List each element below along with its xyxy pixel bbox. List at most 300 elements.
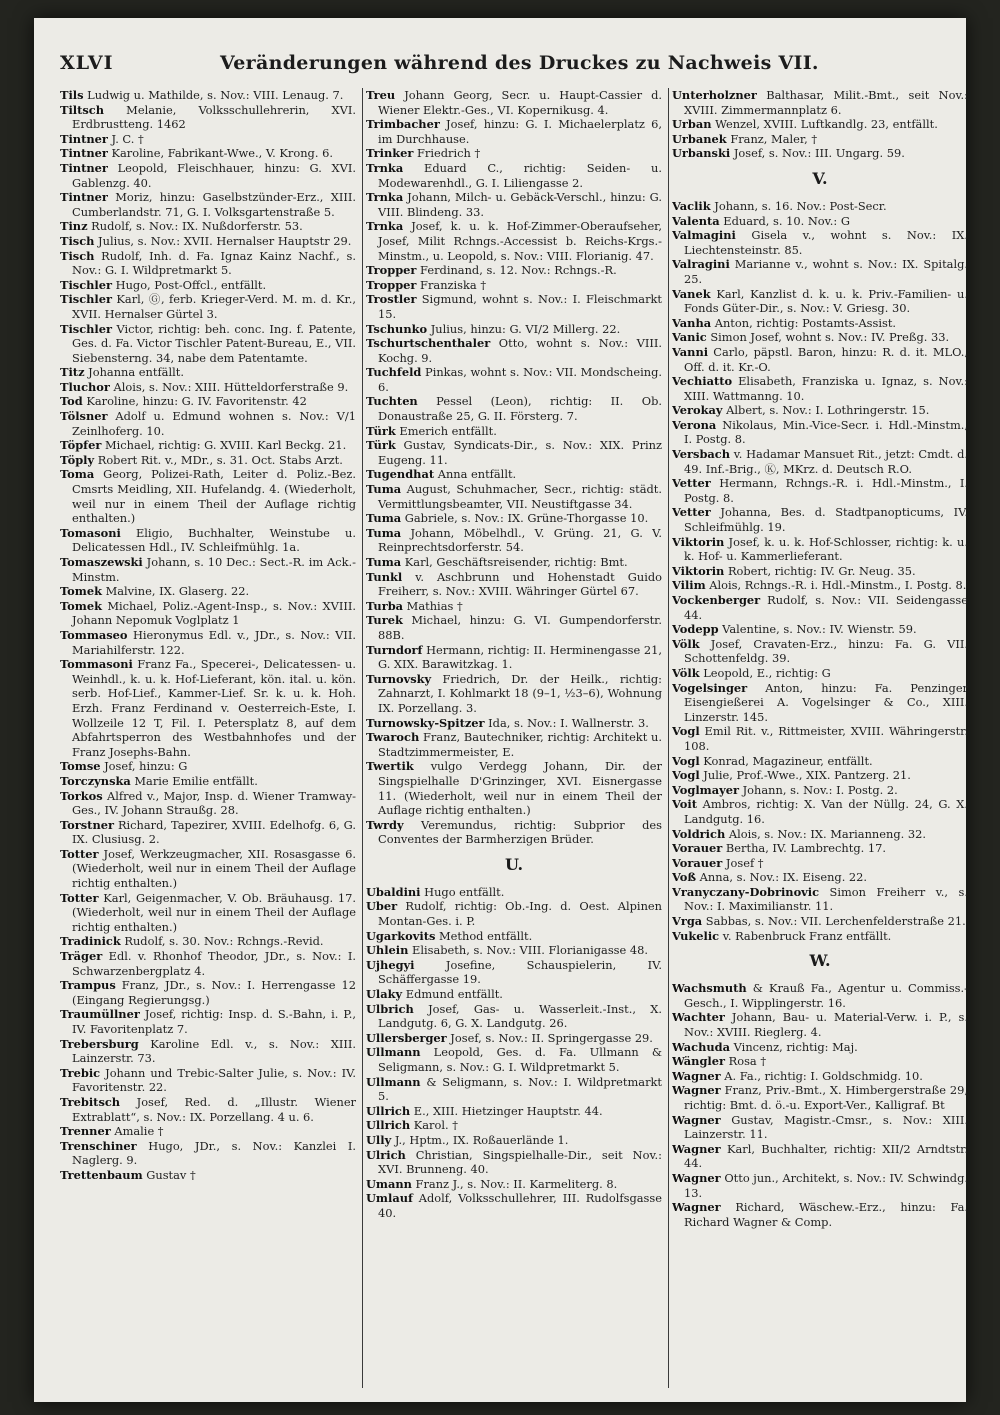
directory-entry [672, 827, 968, 842]
entry-surname: Wagner [672, 1200, 721, 1215]
entry-details: Valentine, s. Nov.: IV. Wienstr. 59. [718, 622, 917, 637]
entry-surname: Vukelic [672, 928, 720, 943]
entry-surname: Wagner [672, 1170, 721, 1185]
entry-surname: Ully [366, 1132, 392, 1147]
entry-details: Otto, wohnt s. Nov.: VIII. Kochg. 9. [378, 336, 662, 365]
entry-surname: Voß [672, 870, 697, 885]
entry-details: Josef, hinzu: G. I. Michaelerplatz 6, im Durchhause. [378, 117, 662, 146]
entry-surname: Wachsmuth [672, 981, 747, 996]
entry-details: Karoline Edl. v., s. Nov.: XIII. Lainzerstr. 73. [72, 1036, 356, 1066]
entry-details: Eduard, s. 10. Nov.: G [719, 213, 850, 228]
entry-details: Karl, Ⓖ, ferb. Krieger-Verd. M. m. d. Kr., XVII. Hernalser Gürtel 3. [72, 292, 356, 321]
entry-surname: Trinker [366, 146, 414, 161]
entry-surname: Umann [366, 1176, 412, 1191]
entry-details: Marie Emilie entfällt. [130, 773, 258, 788]
directory-entry [366, 190, 662, 219]
entry-details: Hugo, JDr., s. Nov.: Kanzlei I. Naglerg. 9. [72, 1138, 356, 1168]
directory-entry [672, 374, 968, 403]
directory-entry [366, 1133, 662, 1148]
directory-entry [672, 929, 968, 944]
directory-entry [672, 1113, 968, 1142]
entry-details: Johann und Trebic-Salter Julie, s. Nov.: IV. Favoritenstr. 22. [72, 1065, 356, 1095]
entry-details: Nikolaus, Min.-Vice-Secr. i. Hdl.-Minstm., I. Postg. 8. [684, 417, 968, 447]
directory-entry [672, 637, 968, 666]
entry-details: Hermann, Rchngs.-R. i. Hdl.-Minstm., I. Postg. 8. [684, 476, 968, 505]
entry-surname: Ullmann [366, 1074, 421, 1089]
entry-details: Moriz, hinzu: Gaselbstzünder-Erz., XIII. Cumberlandstr. 71, G. I. Volksgartenstraße 5. [72, 190, 356, 219]
entry-details: Albert, s. Nov.: I. Lothringerstr. 15. [722, 403, 930, 418]
directory-entry [60, 1139, 356, 1168]
directory-entry [60, 818, 356, 847]
entry-surname: Tomse [60, 759, 101, 774]
directory-entry [672, 199, 968, 214]
entry-surname: Tomek [60, 598, 102, 613]
entry-details: Karoline, hinzu: G. IV. Favoritenstr. 42 [82, 394, 307, 409]
entry-details: Ferdinand, s. 12. Nov.: Rchngs.-R. [416, 263, 617, 278]
directory-entry [366, 161, 662, 190]
entry-surname: Trebersburg [60, 1036, 139, 1051]
entry-surname: Vogelsinger [672, 680, 748, 695]
entry-details: Rudolf, s. Nov.: VII. Seidengasse 44. [684, 593, 968, 622]
directory-entry [60, 1168, 356, 1183]
entry-details: Anton, richtig: Postamts-Assist. [711, 315, 897, 330]
entry-details: Karl, Kanzlist d. k. u. k. Priv.-Familien- u. Fonds Güter-Dir., s. Nov.: V. Griesg. 30. [684, 286, 968, 316]
page-title: Veränderungen während des Druckes zu Nachweis VII. [220, 52, 819, 74]
entry-surname: Tommaseo [60, 627, 128, 642]
column-divider [362, 88, 363, 1388]
entry-surname: Ujhegyi [366, 957, 415, 972]
entry-details: Johann, Bau- u. Material-Verw. i. P., s. Nov.: XVIII. Rieglerg. 4. [684, 1010, 968, 1040]
directory-entry [366, 570, 662, 599]
entry-details: Alois, s. Nov.: XIII. Hütteldorferstraße 9. [109, 379, 349, 394]
directory-entry [60, 584, 356, 599]
entry-details: Josef, s. Nov.: II. Springergasse 29. [446, 1030, 653, 1045]
entry-details: E., XIII. Hietzinger Hauptstr. 44. [410, 1103, 603, 1118]
entry-surname: Valmagini [672, 228, 736, 243]
entry-surname: Töpfer [60, 438, 102, 453]
entry-details: Mathias † [403, 598, 463, 613]
entry-surname: Ulrich [366, 1147, 406, 1162]
entry-surname: Valenta [672, 213, 720, 228]
entry-details: Elisabeth, s. Nov.: VIII. Florianigasse 48. [408, 943, 649, 958]
directory-entry [60, 599, 356, 628]
directory-entry [366, 467, 662, 482]
entry-details: Adolf, Volksschullehrer, III. Rudolfsgasse 40. [378, 1191, 662, 1220]
entry-surname: Trampus [60, 978, 116, 993]
directory-entry [60, 555, 356, 584]
entry-surname: Tunkl [366, 569, 403, 584]
entry-surname: Tintner [60, 146, 108, 161]
directory-entry [366, 424, 662, 439]
entry-details: Josef, Red. d. „Illustr. Wiener Extrablatt“, s. Nov.: IX. Porzellang. 4 u. 6. [72, 1094, 356, 1124]
entry-surname: Valragini [672, 257, 730, 272]
directory-entry [366, 987, 662, 1002]
entry-surname: Torkos [60, 788, 103, 803]
entry-surname: Tintner [60, 131, 108, 146]
column-1 [60, 88, 356, 1388]
directory-entry [60, 467, 356, 525]
entry-details: Hermann, richtig: II. Herminengasse 21, G. XIX. Barawitzkag. 1. [378, 642, 662, 672]
directory-entry [60, 380, 356, 395]
entry-surname: Turndorf [366, 642, 423, 657]
entry-surname: Tintner [60, 190, 108, 205]
directory-entry [366, 511, 662, 526]
entry-details: Christian, Singspielhalle-Dir., seit Nov.: XVI. Brunneng. 40. [378, 1147, 662, 1177]
entry-surname: Tschurtschenthaler [366, 336, 491, 351]
directory-entry [60, 1066, 356, 1095]
directory-entry [366, 613, 662, 642]
directory-entry [60, 438, 356, 453]
entry-details: Hugo entfällt. [420, 884, 505, 899]
entry-details: Franz, Bautechniker, richtig: Architekt u. Stadtzimmermeister, E. [378, 730, 662, 759]
entry-surname: Völk [672, 636, 700, 651]
directory-entry [60, 249, 356, 278]
entry-details: Franz, Maler, † [726, 131, 818, 146]
directory-entry [672, 287, 968, 316]
directory-entry [672, 1083, 968, 1112]
entry-details: Balthasar, Milit.-Bmt., seit Nov.: XVIII. Zimmermannplatz 6. [684, 88, 968, 117]
directory-entry [60, 219, 356, 234]
entry-details: Michael, Poliz.-Agent-Insp., s. Nov.: XVIII. Johann Nepomuk Voglplatz 1 [72, 598, 356, 628]
entry-surname: Tiltsch [60, 102, 105, 117]
entry-details: Josefine, Schauspielerin, IV. Schäffergasse 19. [378, 957, 662, 987]
directory-entry [672, 1200, 968, 1229]
entry-details: Gustav, Magistr.-Cmsr., s. Nov.: XIII. Lainzerstr. 11. [684, 1112, 968, 1142]
column-divider [668, 88, 669, 1388]
entry-surname: Vranyczany-Dobrinovic [672, 884, 820, 899]
directory-entry [366, 555, 662, 570]
directory-entry [60, 234, 356, 249]
entry-surname: Tschunko [366, 321, 428, 336]
directory-entry [60, 1124, 356, 1139]
directory-entry [60, 978, 356, 1007]
entry-details: v. Rabenbruck Franz entfällt. [719, 928, 892, 943]
directory-entry [672, 666, 968, 681]
directory-entry [366, 730, 662, 759]
entry-details: Hugo, Post-Offcl., entfällt. [112, 277, 267, 292]
entry-details: Malvine, IX. Glaserg. 22. [101, 584, 250, 599]
entry-surname: Trnka [366, 160, 404, 175]
entry-surname: Torstner [60, 817, 114, 832]
entry-details: Vincenz, richtig: Maj. [730, 1039, 858, 1054]
directory-entry [366, 526, 662, 555]
entry-surname: Toma [60, 467, 95, 482]
entry-surname: Ullrich [366, 1118, 411, 1133]
entry-surname: Totter [60, 846, 99, 861]
entry-surname: Tuma [366, 525, 402, 540]
directory-entry [672, 447, 968, 476]
directory-entry [60, 949, 356, 978]
directory-entry [366, 1031, 662, 1046]
directory-entry [60, 891, 356, 935]
entry-surname: Tropper [366, 277, 417, 292]
entry-details: Pinkas, wohnt s. Nov.: VII. Mondscheing. 6. [378, 365, 662, 394]
entry-surname: Twrdy [366, 817, 404, 832]
entry-details: Karoline, Fabrikant-Wwe., V. Krong. 6. [107, 146, 333, 161]
entry-details: Josef, Werkzeugmacher, XII. Rosasgasse 6. (Wiederholt, weil nur in einem Theil der Auflage richtig enthalten.) [72, 846, 356, 891]
directory-entry [366, 899, 662, 928]
entry-details: Pessel (Leon), richtig: II. Ob. Donaustraße 25, G. II. Försterg. 7. [378, 394, 662, 424]
directory-entry [60, 934, 356, 949]
entry-details: J., Hptm., IX. Roßauerlände 1. [391, 1132, 569, 1147]
entry-details: Adolf u. Edmund wohnen s. Nov.: V/1 Zeinlhoferg. 10. [72, 409, 356, 438]
entry-details: Josef, hinzu: G [100, 759, 188, 774]
entry-surname: Töply [60, 452, 95, 467]
entry-surname: Turnowsky-Spitzer [366, 715, 485, 730]
entry-details: Johanna entfällt. [84, 365, 184, 380]
directory-entry [672, 88, 968, 117]
entry-surname: Tils [60, 88, 84, 102]
entry-surname: Tomek [60, 584, 102, 599]
directory-entry [672, 622, 968, 637]
entry-surname: Tuchten [366, 394, 418, 409]
entry-details: Veremundus, richtig: Subprior des Conventes der Barmherzigen Brüder. [378, 817, 662, 847]
directory-entry [60, 394, 356, 409]
directory-entry [60, 774, 356, 789]
entry-surname: Vorauer [672, 841, 723, 856]
directory-entry [60, 1037, 356, 1066]
entry-surname: Urbanski [672, 146, 731, 161]
entry-details: Johann, s. Nov.: I. Postg. 2. [738, 782, 898, 797]
entry-details: Wenzel, XVIII. Luftkandlg. 23, entfällt. [711, 117, 938, 132]
entry-surname: Ubaldini [366, 884, 421, 899]
entry-details: A. Fa., richtig: I. Goldschmidg. 10. [720, 1068, 923, 1083]
directory-entry [672, 1040, 968, 1055]
entry-details: Sabbas, s. Nov.: VII. Lerchenfelderstraße 21. [702, 914, 966, 929]
entry-details: Franz, JDr., s. Nov.: I. Herrengasse 12 (Eingang Regierungsg.) [72, 978, 356, 1007]
entry-details: Eligio, Buchhalter, Weinstube u. Delicatessen Hdl., IV. Schleifmühlg. 1a. [72, 525, 356, 555]
entry-details: Simon Josef, wohnt s. Nov.: IV. Preßg. 33. [706, 330, 950, 345]
directory-entry [366, 117, 662, 146]
entry-surname: Trimbacher [366, 117, 440, 132]
directory-entry [672, 330, 968, 345]
directory-entry [366, 146, 662, 161]
directory-entry [672, 1069, 968, 1084]
entry-surname: Ulaky [366, 987, 403, 1002]
entry-details: Sigmund, wohnt s. Nov.: I. Fleischmarkt 15. [378, 292, 662, 321]
directory-entry [60, 132, 356, 147]
entry-surname: Torczynska [60, 773, 131, 788]
entry-surname: Vanic [672, 330, 707, 345]
entry-surname: Titz [60, 365, 85, 380]
directory-entry [366, 1045, 662, 1074]
entry-details: Karl, Geschäftsreisender, richtig: Bmt. [401, 555, 628, 569]
entry-details: J. C. † [107, 131, 144, 146]
entry-details: Julie, Prof.-Wwe., XIX. Pantzerg. 21. [699, 768, 911, 783]
entry-details: Rudolf, Inh. d. Fa. Ignaz Kainz Nachf., s. Nov.: G. I. Wildpretmarkt 5. [72, 248, 356, 278]
entry-details: Rosa † [725, 1054, 767, 1069]
entry-surname: Turek [366, 613, 403, 628]
directory-entry [672, 228, 968, 257]
directory-entry [366, 1191, 662, 1220]
entry-details: Victor, richtig: beh. conc. Ing. f. Patente, Ges. d. Fa. Victor Tischler Patent-Bureau, E., VII. Siebensterng. 34, nabe dem Patentamte. [72, 321, 356, 365]
column-2 [366, 88, 662, 1388]
entry-surname: Uhlein [366, 943, 409, 958]
entry-details: Robert Rit. v., MDr., s. 31. Oct. Stabs Arzt. [94, 452, 343, 467]
entry-details: Emil Rit. v., Rittmeister, XVIII. Währingerstr. 108. [684, 724, 968, 753]
directory-entry [672, 1054, 968, 1069]
entry-details: Julius, hinzu: G. VI/2 Millerg. 22. [427, 321, 621, 336]
entry-surname: Vanek [672, 286, 711, 301]
directory-entry [366, 1075, 662, 1104]
directory-entry [60, 103, 356, 132]
entry-details: Josef † [722, 855, 764, 870]
entry-surname: Trebitsch [60, 1094, 121, 1109]
entry-surname: Viktorin [672, 534, 725, 549]
entry-surname: Ullrich [366, 1103, 411, 1118]
entry-details: Konrad, Magazineur, entfällt. [699, 753, 873, 768]
directory-entry [672, 681, 968, 725]
entry-surname: Tluchor [60, 379, 110, 394]
entry-surname: Verokay [672, 403, 723, 418]
directory-entry [366, 818, 662, 847]
entry-surname: Voglmayer [672, 782, 739, 797]
entry-surname: Wängler [672, 1054, 726, 1069]
entry-details: vulgo Verdegg Johann, Dir. der Singspielhalle D'Grinzinger, XVI. Eisnergasse 11. (Wiederholt, weil nur in einem Theil der Auflage richtig enthalten.) [378, 759, 662, 818]
directory-entry [672, 214, 968, 229]
entry-surname: Türk [366, 438, 396, 453]
entry-surname: Viktorin [672, 563, 725, 578]
entry-surname: Tommasoni [60, 657, 133, 672]
directory-entry [60, 278, 356, 293]
directory-entry [672, 768, 968, 783]
entry-details: Marianne v., wohnt s. Nov.: IX. Spitalg. 25. [684, 257, 968, 286]
directory-entry [672, 564, 968, 579]
entry-details: Michael, hinzu: G. VI. Gumpendorferstr. 88B. [378, 613, 662, 642]
directory-entry [366, 292, 662, 321]
entry-details: Emerich entfällt. [395, 423, 497, 438]
entry-surname: Wagner [672, 1068, 721, 1083]
directory-entry [672, 914, 968, 929]
entry-details: Georg, Polizei-Rath, Leiter d. Poliz.-Bez. Cmsrts Meidling, XII. Hufelandg. 4. (Wiederholt, weil nur in einem Theil der Auflage richtig enthalten.) [72, 467, 356, 526]
directory-entry [672, 1010, 968, 1039]
directory-entry [366, 1002, 662, 1031]
entry-surname: Tischler [60, 277, 113, 292]
entry-surname: Völk [672, 665, 700, 680]
entry-details: Robert, richtig: IV. Gr. Neug. 35. [724, 563, 916, 578]
directory-entry [672, 345, 968, 374]
directory-entry [366, 672, 662, 716]
directory-entry [366, 263, 662, 278]
directory-entry [672, 476, 968, 505]
section-heading: W. [809, 951, 831, 971]
entry-surname: Treu [366, 88, 396, 102]
directory-entry [366, 482, 662, 511]
entry-details: Franz Fa., Specerei-, Delicatessen- u. Weinhdl., k. u. k. Hof-Lieferant, kön. ital. u. kön. serb. Hof-Lief., Kammer-Lief. Sr. k. u. k. Hoh. Erzh. Franz Ferdinand v. Oesterreich-Este, I. Wollzeile 12 T, Fil. I. Petersplatz 8, auf dem Abfahrtsperron des Westbahnhofes und der Franz Josephs-Bahn. [72, 657, 356, 759]
directory-entry [672, 797, 968, 826]
entry-details: Josef, Cravaten-Erz., hinzu: Fa. G. VII. Schottenfeldg. 39. [684, 636, 968, 666]
entry-details: August, Schuhmacher, Secr., richtig: städt. Vermittlungsbeamter, VII. Neustiftgasse 34. [378, 482, 662, 511]
entry-surname: Trenschiner [60, 1138, 137, 1153]
directory-entry [60, 1007, 356, 1036]
entry-surname: Wagner [672, 1112, 721, 1127]
entry-details: Leopold, Ges. d. Fa. Ullmann & Seligmann, s. Nov.: G. I. Wildpretmarkt 5. [378, 1045, 662, 1074]
entry-details: Otto jun., Architekt, s. Nov.: IV. Schwindg. 13. [684, 1170, 968, 1200]
entry-surname: Ullersberger [366, 1030, 447, 1045]
entry-surname: Trnka [366, 190, 404, 205]
entry-surname: Twaroch [366, 730, 420, 745]
entry-details: Karl, Geigenmacher, V. Ob. Bräuhausg. 17. (Wiederholt, weil nur in einem Theil der Auflage richtig enthalten.) [72, 890, 356, 934]
directory-entry [366, 759, 662, 817]
entry-surname: Träger [60, 949, 103, 964]
entry-surname: Tuma [366, 555, 402, 569]
entry-details: Josef, k. u. k. Hof-Zimmer-Oberaufseher, Josef, Milit Rchngs.-Accessist b. Reichs-Krgs.-Minstm., u. Leopold, s. Nov.: VIII. Florianig. 47. [378, 219, 662, 263]
entry-surname: Versbach [672, 447, 731, 462]
directory-entry [60, 453, 356, 468]
directory-entry [60, 190, 356, 219]
entry-surname: Tuma [366, 511, 402, 526]
entry-details: Simon Freiherr v., s. Nov.: I. Maximilianstr. 11. [684, 884, 968, 914]
entry-details: Rudolf, s. Nov.: IX. Nußdorferstr. 53. [87, 219, 303, 234]
entry-details: Hieronymus Edl. v., JDr., s. Nov.: VII. Mariahilferstr. 122. [72, 627, 356, 657]
directory-entry [60, 161, 356, 190]
entry-surname: Vrga [672, 914, 703, 929]
directory-entry [672, 783, 968, 798]
entry-details: Richard, Wäschew.-Erz., hinzu: Fa. Richard Wagner & Comp. [684, 1200, 968, 1229]
directory-entry [672, 841, 968, 856]
directory-entry [672, 117, 968, 132]
entry-surname: Vilim [672, 578, 706, 593]
entry-surname: Tuma [366, 482, 402, 497]
directory-entry [366, 1177, 662, 1192]
directory-entry [60, 292, 356, 321]
directory-entry [60, 628, 356, 657]
entry-details: Ludwig u. Mathilde, s. Nov.: VIII. Lenaug. 7. [83, 88, 344, 102]
directory-entry [366, 88, 662, 117]
entry-surname: Tugendhat [366, 467, 435, 482]
directory-entry [60, 657, 356, 759]
entry-surname: Tintner [60, 160, 108, 175]
entry-surname: Tuchfeld [366, 365, 422, 380]
page-header [60, 46, 940, 86]
directory-entry [672, 578, 968, 593]
directory-entry [366, 958, 662, 987]
entry-surname: Tisch [60, 248, 95, 263]
entry-details: Friedrich † [413, 146, 481, 161]
entry-details: Gabriele, s. Nov.: IX. Grüne-Thorgasse 10. [401, 511, 649, 526]
directory-entry [366, 1148, 662, 1177]
directory-entry [672, 505, 968, 534]
directory-entry [366, 322, 662, 337]
directory-entry [672, 981, 968, 1010]
entry-surname: Tischler [60, 321, 113, 336]
directory-entry [672, 856, 968, 871]
entry-details: Johanna, Bes. d. Stadtpanopticums, IV. Schleifmühlg. 19. [684, 505, 968, 535]
entry-surname: Vetter [672, 476, 711, 491]
directory-entry [366, 394, 662, 423]
entry-surname: Trnka [366, 219, 404, 234]
entry-surname: Trebic [60, 1065, 101, 1080]
directory-entry [60, 789, 356, 818]
entry-details: Rudolf, richtig: Ob.-Ing. d. Oest. Alpinen Montan-Ges. i. P. [378, 899, 662, 929]
directory-entry [672, 257, 968, 286]
entry-details: Alois, s. Nov.: IX. Marianneng. 32. [725, 826, 926, 841]
entry-details: Josef, Gas- u. Wasserleit.-Inst., X. Landgutg. 6, G. X. Landgutg. 26. [378, 1001, 662, 1031]
entry-surname: Tisch [60, 233, 95, 248]
entry-details: Gustav, Syndicats-Dir., s. Nov.: XIX. Prinz Eugeng. 11. [378, 438, 662, 467]
directory-entry [672, 132, 968, 147]
directory-entry [366, 643, 662, 672]
entry-surname: Urban [672, 117, 712, 132]
entry-surname: Wachuda [672, 1039, 731, 1054]
directory-entry [672, 403, 968, 418]
entry-details: Rudolf, s. 30. Nov.: Rchngs.-Revid. [120, 934, 324, 949]
entry-surname: Trostler [366, 292, 417, 307]
directory-entry [672, 1171, 968, 1200]
entry-details: & Seligmann, s. Nov.: I. Wildpretmarkt 5. [378, 1074, 662, 1104]
entry-details: Melanie, Volksschullehrerin, XVI. Erdbrustteng. 1462 [72, 102, 356, 132]
section-heading: U. [504, 854, 524, 874]
